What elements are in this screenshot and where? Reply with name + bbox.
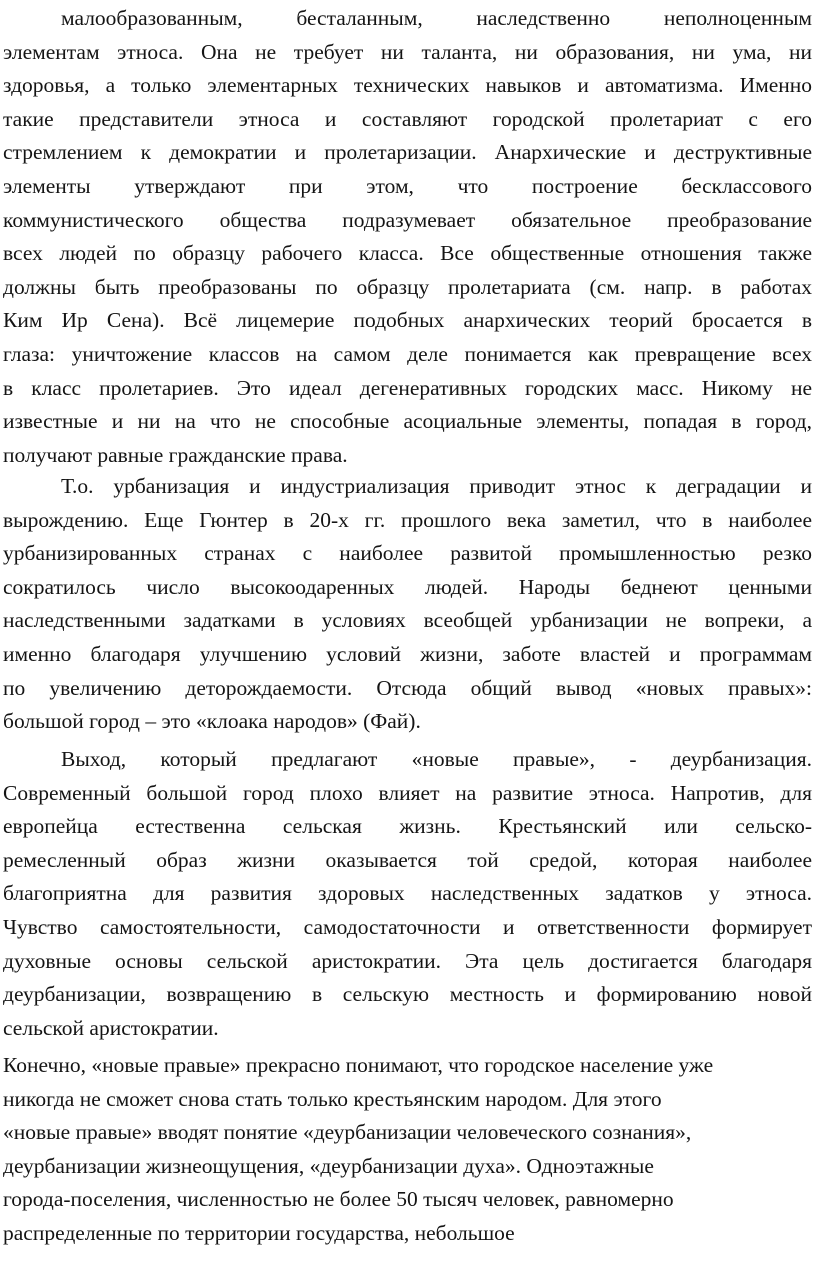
text-line: большой город – это «клоака народов» (Фай).	[3, 709, 421, 734]
paragraph-3	[3, 743, 812, 1045]
text-line: такие представители этноса и составляют городской пролетариат с его	[3, 106, 812, 131]
text-line: малообразованным, бесталанным, наследственно неполноценным	[61, 6, 812, 30]
text-line: именно благодаря улучшению условий жизни, заботе властей и программам	[3, 641, 812, 666]
text-line: Ким Ир Сена). Всё лицемерие подобных анархических теорий бросается в	[3, 308, 812, 333]
text-line: сельской аристократии.	[3, 1015, 219, 1040]
text-line: должны быть преобразованы по образцу пролетариата (см. напр. в работах	[3, 274, 812, 299]
text-line: получают равные гражданские права.	[3, 442, 348, 467]
text-line: стремлением к демократии и пролетаризации. Анархические и деструктивные	[3, 140, 812, 165]
paragraph-2	[3, 470, 812, 739]
text-line: Чувство самостоятельности, самодостаточности и ответственности формирует	[3, 914, 812, 939]
text-line: всех людей по образцу рабочего класса. Все общественные отношения также	[3, 241, 812, 266]
text-line: элементы утверждают при этом, что построение бесклассового	[3, 173, 812, 198]
text-line: «новые правые» вводят понятие «деурбанизации человеческого сознания»,	[3, 1120, 692, 1145]
text-line: деурбанизации, возвращению в сельскую местность и формированию новой	[3, 982, 812, 1007]
text-line: сократилось число высокоодаренных людей. Народы беднеют ценными	[3, 574, 812, 599]
text-line: Т.о. урбанизация и индустриализация приводит этнос к деградации и	[61, 474, 812, 498]
text-line: Конечно, «новые правые» прекрасно понимают, что городское население уже	[3, 1053, 714, 1077]
text-line: европейца естественна сельская жизнь. Крестьянский или сельско-	[3, 814, 812, 839]
text-line: благоприятна для развития здоровых наследственных задатков у этноса.	[3, 881, 812, 906]
paragraph-4	[3, 1049, 812, 1251]
text-line: деурбанизации жизнеощущения, «деурбанизации духа». Одноэтажные	[3, 1153, 654, 1178]
text-line: в класс пролетариев. Это идеал дегенеративных городских масс. Никому не	[3, 375, 812, 400]
text-line: Выход, который предлагают «новые правые», - деурбанизация.	[61, 747, 812, 771]
text-line: никогда не сможет снова стать только крестьянским народом. Для этого	[3, 1086, 662, 1111]
paragraph-1	[3, 2, 812, 472]
text-line: коммунистического общества подразумевает обязательное преобразование	[3, 207, 812, 232]
text-line: здоровья, а только элементарных технических навыков и автоматизма. Именно	[3, 73, 812, 98]
text-line: ремесленный образ жизни оказывается той средой, которая наиболее	[3, 847, 812, 872]
text-line: известные и ни на что не способные асоциальные элементы, попадая в город,	[3, 409, 812, 434]
text-line: распределенные по территории государства, небольшое	[3, 1220, 515, 1245]
text-line: наследственными задатками в условиях всеобщей урбанизации не вопреки, а	[3, 608, 812, 633]
text-line: Современный большой город плохо влияет на развитие этноса. Напротив, для	[3, 780, 812, 805]
text-line: элементам этноса. Она не требует ни таланта, ни образования, ни ума, ни	[3, 39, 812, 64]
text-line: духовные основы сельской аристократии. Эта цель достигается благодаря	[3, 948, 812, 973]
text-line: вырождению. Еще Гюнтер в 20-х гг. прошлого века заметил, что в наиболее	[3, 507, 812, 532]
text-line: города-поселения, численностью не более 50 тысяч человек, равномерно	[3, 1187, 674, 1212]
text-line: урбанизированных странах с наиболее развитой промышленностью резко	[3, 541, 812, 566]
text-line: по увеличению деторождаемости. Отсюда общий вывод «новых правых»:	[3, 675, 812, 700]
text-line: глаза: уничтожение классов на самом деле понимается как превращение всех	[3, 341, 812, 366]
